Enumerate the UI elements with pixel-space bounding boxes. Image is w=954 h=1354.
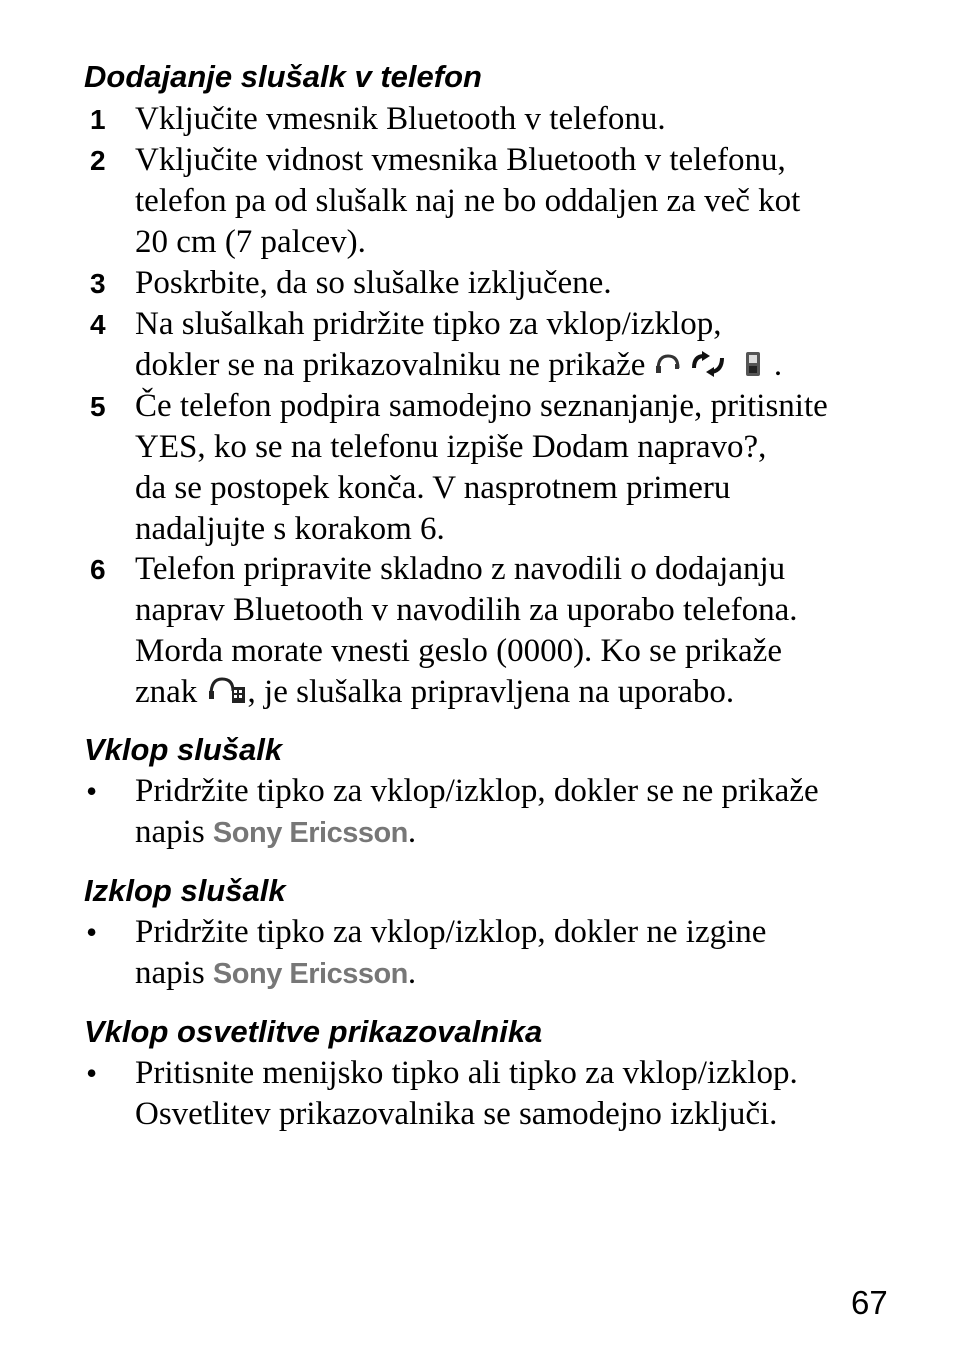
bullet-line [135,953,905,995]
step-line: Telefon pripravite skladno z navodili o dodajanju [135,551,786,587]
step-text [135,304,905,389]
step-line [135,345,905,389]
step-line: 20 cm (7 palcev). [135,224,366,260]
step-text [135,99,905,140]
step-line: Poskrbite, da so slušalke izključene. [135,265,612,301]
heading-add-headset: Dodajanje slušalk v telefon [84,59,482,94]
step-line: Na slušalkah pridržite tipko za vklop/izklop, [135,306,722,342]
step-line: Vključite vidnost vmesnika Bluetooth v telefonu, [135,142,786,178]
bullet-line-part: napis [135,955,205,991]
step-number: 4 [90,309,106,340]
headset-ready-icon [206,673,248,716]
step-number: 2 [90,145,106,176]
bullet-text [135,912,905,995]
step-line: nadaljujte s korakom 6. [135,511,445,547]
step-line: naprav Bluetooth v navodilih za uporabo telefona. [135,592,798,628]
heading-headset-off: Izklop slušalk [84,873,286,908]
bullet-line: Osvetlitev prikazovalnika se samodejno izključi. [135,1096,778,1132]
bullet: • [86,1055,98,1091]
brand-name: Sony Ericsson [212,958,408,990]
step-line-part: , je slušalka pripravljena na uporabo. [247,674,735,710]
heading-backlight-on: Vklop osvetlitve prikazovalnika [84,1014,543,1049]
pairing-icon [654,348,766,389]
bullet-line: Pridržite tipko za vklop/izklop, dokler se ne prikaže [135,773,819,809]
step-line-part: . [773,347,783,383]
step-number: 3 [90,268,106,299]
bullet-line: Pridržite tipko za vklop/izklop, dokler ne izgine [135,914,767,950]
step-text [135,549,905,716]
bullet: • [86,773,98,809]
step-line-part: znak [135,674,198,710]
bullet-line [135,812,905,854]
step-line [135,672,905,716]
step-line: Morda morate vnesti geslo (0000). Ko se prikaže [135,633,782,669]
step-line-part: dokler se na prikazovalniku ne prikaže [135,347,646,383]
bullet-line-part: napis [135,814,205,850]
step-line: da se postopek konča. V nasprotnem primeru [135,470,731,506]
step-text [135,140,905,263]
step-number: 1 [90,104,106,135]
bullet-line-part: . [407,814,417,850]
bullet: • [86,914,98,950]
page-number: 67 [851,1284,888,1321]
step-text [135,263,905,304]
step-line: YES, ko se na telefonu izpiše Dodam napravo?, [135,429,767,465]
step-line: telefon pa od slušalk naj ne bo oddaljen za več kot [135,183,801,219]
heading-headset-on: Vklop slušalk [84,732,283,767]
step-number: 5 [90,391,106,422]
step-text [135,386,905,550]
bullet-text [135,771,905,854]
bullet-line: Pritisnite menijsko tipko ali tipko za vklop/izklop. [135,1055,798,1091]
brand-name: Sony Ericsson [212,817,408,849]
step-line: Vključite vmesnik Bluetooth v telefonu. [135,101,666,137]
bullet-line-part: . [407,955,417,991]
bullet-text [135,1053,905,1135]
step-line: Če telefon podpira samodejno seznanjanje, pritisnite [135,388,828,424]
step-number: 6 [90,554,106,585]
